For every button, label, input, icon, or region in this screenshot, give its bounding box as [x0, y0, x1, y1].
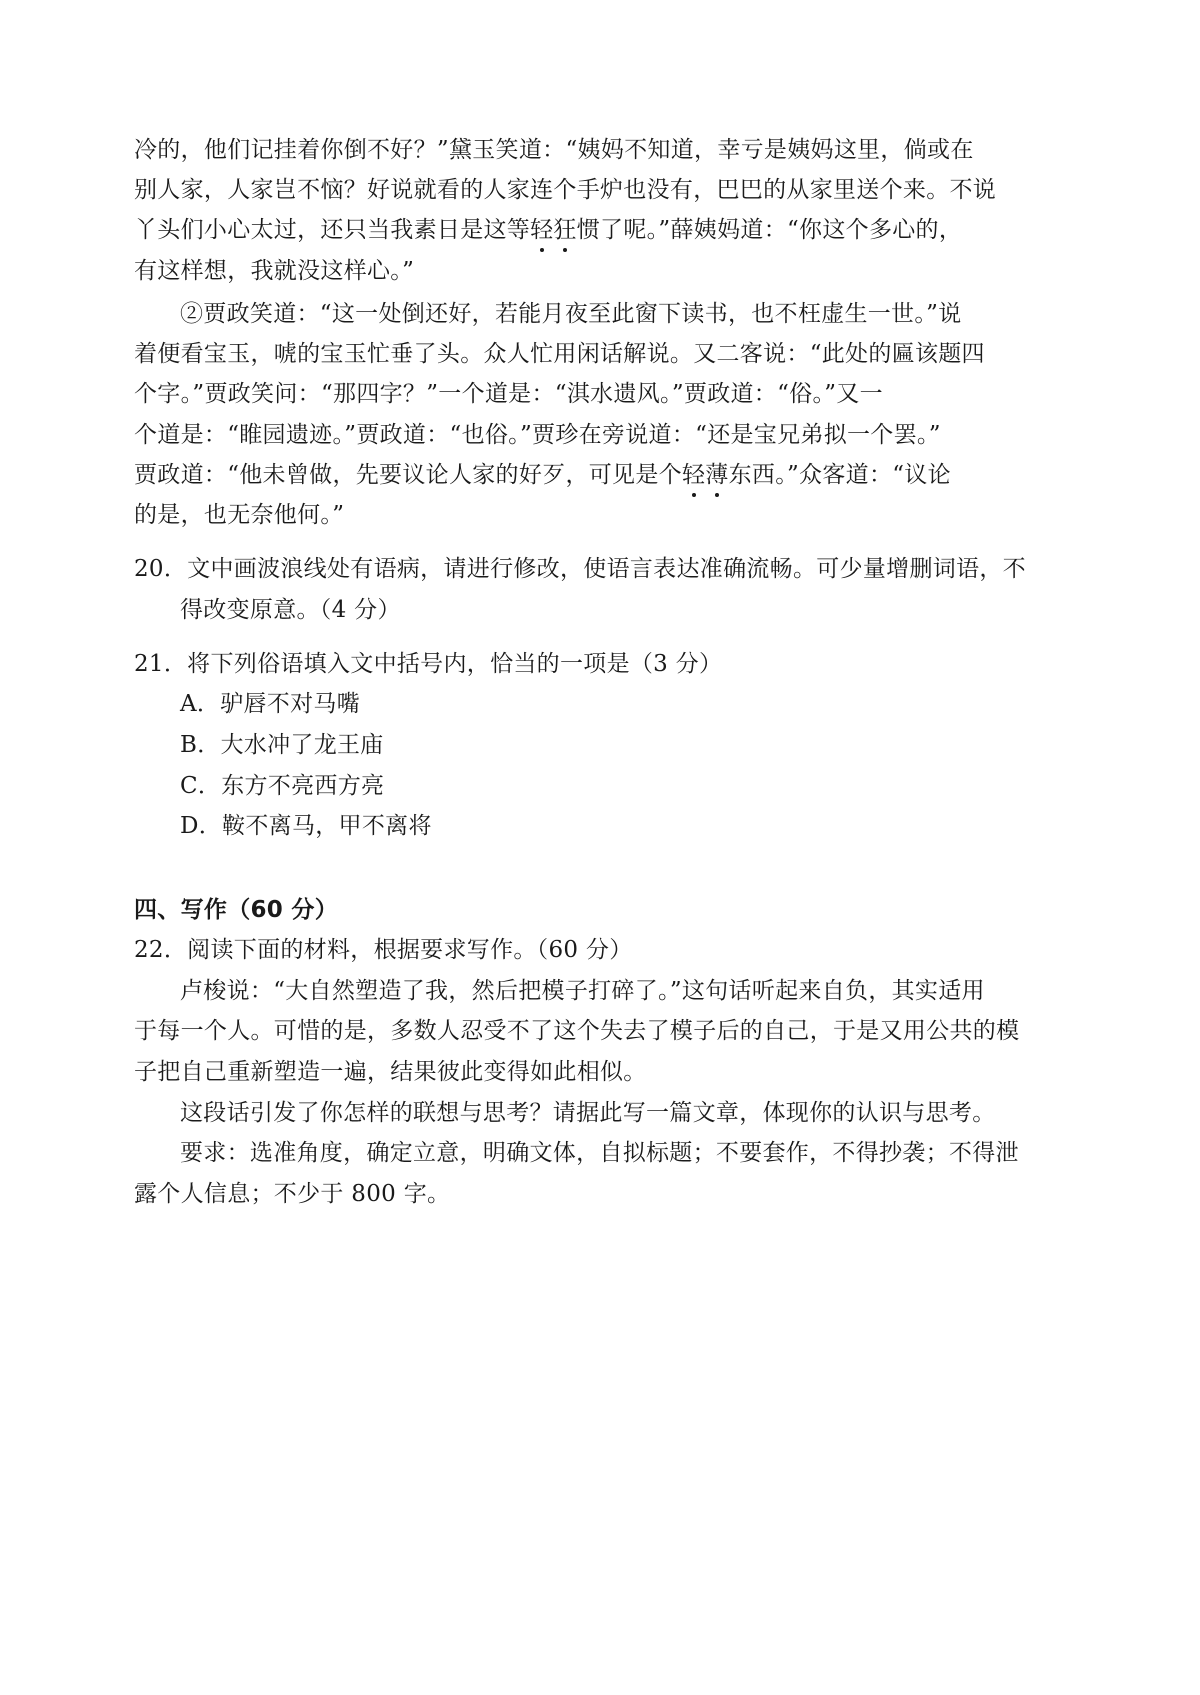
passage1-line3: [134, 216, 962, 244]
passage2-line5-text: 贾政道：“他未曾做，先要议论人家的好歹，可见是个: [134, 462, 682, 488]
passage1-line1: 冷的，他们记挂着你倒不好？”黛玉笑道：“姨妈不知道，幸亏是姨妈这里，倘或在: [134, 137, 974, 163]
emphasis-char: 轻: [530, 217, 554, 243]
passage2-line2: 着便看宝玉，唬的宝玉忙垂了头。众人忙用闲话解说。又二客说：“此处的匾该题四: [134, 341, 985, 367]
passage2-line3: 个字。”贾政笑问：“那四字？”一个道是：“淇水遗风。”贾政道：“俗。”又一: [134, 381, 883, 407]
passage1-line4: 有这样想，我就没这样心。”: [134, 258, 415, 284]
requirements-line1: 要求：选准角度，确定立意，明确文体，自拟标题；不要套作，不得抄袭；不得泄: [180, 1140, 1019, 1166]
material-line3: 子把自己重新塑造一遍，结果彼此变得如此相似。: [134, 1059, 647, 1085]
emphasis-char: 薄: [705, 462, 729, 488]
passage2-line5-text: 东西。”众客道：“议论: [728, 462, 951, 488]
question-22-stem: 22．阅读下面的材料，根据要求写作。（60 分）: [134, 937, 633, 963]
passage2-line4: 个道是：“睢园遗迹。”贾政道：“也俗。”贾珍在旁说道：“还是宝兄弟拟一个罢。”: [134, 422, 941, 448]
emphasis-char: 轻: [681, 462, 706, 488]
passage1-line3-text: 惯了呢。”薛姨妈道：“你这个多心的，: [576, 217, 963, 243]
material-line1: 卢梭说：“大自然塑造了我，然后把模子打碎了。”这句话听起来自负，其实适用: [180, 978, 985, 1004]
emphasis-char: 狂: [553, 217, 577, 243]
passage1-line2: 别人家，人家岂不恼？好说就看的人家连个手炉也没有，巴巴的从家里送个来。不说: [134, 177, 997, 203]
requirements-line2: 露个人信息；不少于 800 字。: [134, 1181, 451, 1207]
question-21-option-c: C．东方不亮西方亮: [180, 773, 385, 799]
question-21-stem: 21．将下列俗语填入文中括号内，恰当的一项是（3 分）: [134, 651, 723, 677]
question-20-line2: 得改变原意。（4 分）: [180, 597, 401, 623]
passage1-line3-text: 丫头们小心太过，还只当我素日是这等: [134, 217, 531, 243]
writing-prompt: 这段话引发了你怎样的联想与思考？请据此写一篇文章，体现你的认识与思考。: [180, 1100, 996, 1126]
passage2-line1: ②贾政笑道：“这一处倒还好，若能月夜至此窗下读书，也不枉虚生一世。”说: [180, 301, 962, 327]
passage2-line5: [134, 461, 951, 489]
passage2-line6: 的是，也无奈他何。”: [134, 502, 345, 528]
section-4-heading: 四、写作（60 分）: [134, 897, 339, 923]
material-line2: 于每一个人。可惜的是，多数人忍受不了这个失去了模子后的自己，于是又用公共的模: [134, 1018, 1020, 1044]
question-20-line1: 20．文中画波浪线处有语病，请进行修改，使语言表达准确流畅。可少量增删词语，不: [134, 556, 1026, 582]
question-21-option-a: A．驴唇不对马嘴: [180, 691, 361, 717]
question-21-option-d: D．鞍不离马，甲不离将: [180, 813, 432, 839]
question-21-option-b: B．大水冲了龙王庙: [180, 732, 384, 758]
